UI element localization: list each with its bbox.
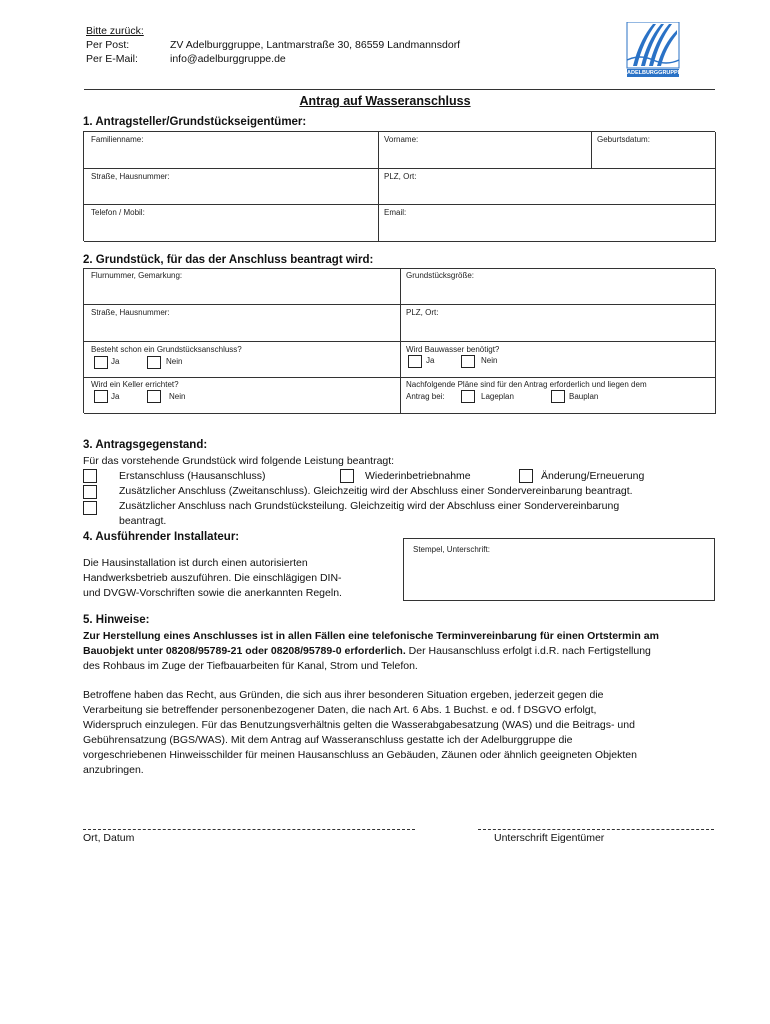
logo-text: ADELBURGGRUPPE <box>627 70 682 76</box>
plz-label: PLZ, Ort: <box>384 172 417 181</box>
section-1-heading: 1. Antragsteller/Grundstückseigentümer: <box>83 116 307 128</box>
hinweis-normal-line-2: Der Hausanschluss erfolgt i.d.R. nach Fertigstellung <box>405 645 651 657</box>
ort-datum-line[interactable] <box>83 829 415 830</box>
applicant-table <box>83 131 715 241</box>
plz-field[interactable] <box>379 169 716 205</box>
datenschutz-line-5: vorgeschriebenen Hinweisschilder für meinen Hausanschluss an Gebäuden, Zäunen oder ähnlich geeigneten Objekten <box>83 749 637 761</box>
unterschrift-line[interactable] <box>478 829 714 830</box>
vorname-label: Vorname: <box>384 135 419 144</box>
aenderung-label: Änderung/Erneuerung <box>541 470 645 482</box>
groesse-field[interactable] <box>401 269 716 305</box>
unterschrift-label: Unterschrift Eigentümer <box>494 832 605 844</box>
datenschutz-line-6: anzubringen. <box>83 764 144 776</box>
email-field-label: Email: <box>384 208 407 217</box>
grundstuecksteilung-checkbox[interactable] <box>83 501 97 515</box>
bauwasser-nein-label: Nein <box>481 356 498 365</box>
anschluss-nein-checkbox[interactable] <box>147 356 161 369</box>
erstanschluss-checkbox[interactable] <box>83 469 97 483</box>
bauplan-label: Bauplan <box>569 392 599 401</box>
installateur-line-2: Handwerksbetrieb auszuführen. Die einschlägigen DIN- <box>83 572 342 584</box>
lageplan-label: Lageplan <box>481 392 514 401</box>
anschluss-ja-checkbox[interactable] <box>94 356 108 369</box>
installateur-line-3: und DVGW-Vorschriften sowie die anerkannten Regeln. <box>83 587 342 599</box>
stempel-field[interactable] <box>403 538 715 601</box>
strasse-2-label: Straße, Hausnummer: <box>91 308 170 317</box>
aenderung-checkbox[interactable] <box>519 469 533 483</box>
keller-ja-checkbox[interactable] <box>94 390 108 403</box>
plaene-question: Nachfolgende Pläne sind für den Antrag erforderlich und liegen dem <box>406 380 647 389</box>
bauwasser-question-cell <box>401 342 716 378</box>
installateur-line-1: Die Hausinstallation ist durch einen autorisierten <box>83 557 308 569</box>
anschluss-question-cell <box>84 342 401 378</box>
page-title: Antrag auf Wasseranschluss <box>299 94 471 108</box>
keller-question: Wird ein Keller errichtet? <box>91 380 179 389</box>
familienname-field[interactable] <box>84 132 379 169</box>
property-table <box>83 268 715 413</box>
section-4-heading: 4. Ausführender Installateur: <box>83 531 240 543</box>
bauwasser-nein-checkbox[interactable] <box>461 355 475 368</box>
bauwasser-ja-checkbox[interactable] <box>408 355 422 368</box>
hinweis-line-3: des Rohbaus im Zuge der Tiefbauarbeiten für Kanal, Strom und Telefon. <box>83 660 418 672</box>
geburtsdatum-field[interactable] <box>592 132 716 169</box>
wiederinbetriebnahme-checkbox[interactable] <box>340 469 354 483</box>
zweitanschluss-checkbox[interactable] <box>83 485 97 499</box>
vorname-field[interactable] <box>379 132 592 169</box>
telefon-field[interactable] <box>84 205 379 242</box>
keller-ja-label: Ja <box>111 392 120 401</box>
strasse-label: Straße, Hausnummer: <box>91 172 170 181</box>
datenschutz-line-2: Verarbeitung sie betreffender personenbezogener Daten, die nach Art. 6 Abs. 1 Buchst. e od. f DSGVO erfolgt, <box>83 704 597 716</box>
lageplan-checkbox[interactable] <box>461 390 475 403</box>
hinweis-line-2 <box>83 645 651 658</box>
geburtsdatum-label: Geburtsdatum: <box>597 135 650 144</box>
ort-datum-label: Ort, Datum <box>83 832 135 844</box>
anschluss-question: Besteht schon ein Grundstücksanschluss? <box>91 345 242 354</box>
grundstuecksteilung-label: Zusätzlicher Anschluss nach Grundstücksteilung. Gleichzeitig wird der Abschluss einer Sondervereinbarung <box>119 500 620 512</box>
familienname-label: Familienname: <box>91 135 144 144</box>
strasse-field[interactable] <box>84 169 379 205</box>
hinweis-bold-line-2: Bauobjekt unter 08208/95789-21 oder 08208/95789-0 erforderlich. <box>83 645 406 657</box>
datenschutz-line-1: Betroffene haben das Recht, aus Gründen, die sich aus ihrer besonderen Situation ergeben, jederzeit gegen die <box>83 689 604 701</box>
section-3-intro: Für das vorstehende Grundstück wird folgende Leistung beantragt: <box>83 455 395 467</box>
post-label: Per Post: <box>86 39 130 51</box>
wiederinbetriebnahme-label: Wiederinbetriebnahme <box>365 470 471 482</box>
datenschutz-line-3: Widerspruch einzulegen. Für das Benutzungsverhältnis gelten die Wasserabgabesatzung (WAS) und die Beitrags- und <box>83 719 635 731</box>
anschluss-nein-label: Nein <box>166 357 183 366</box>
plz-2-field[interactable] <box>401 305 716 342</box>
post-address: ZV Adelburggruppe, Lantmarstraße 30, 86559 Landmannsdorf <box>170 39 461 51</box>
telefon-label: Telefon / Mobil: <box>91 208 145 217</box>
section-5-heading: 5. Hinweise: <box>83 614 150 626</box>
bauwasser-question: Wird Bauwasser benötigt? <box>406 345 500 354</box>
datenschutz-line-4: Gebührensatzung (BGS/WAS). Mit dem Antrag auf Wasseranschluss gestatte ich der Adelburggruppe die <box>83 734 573 746</box>
hinweis-bold-line-1: Zur Herstellung eines Anschlusses ist in allen Fällen eine telefonische Terminvereinbarung für einen Ortstermin am <box>83 630 659 642</box>
zweitanschluss-label: Zusätzlicher Anschluss (Zweitanschluss). Gleichzeitig wird der Abschluss einer Sondervereinbarung beantragt. <box>119 485 633 497</box>
email-address: info@adelburggruppe.de <box>170 53 286 65</box>
email-label: Per E-Mail: <box>86 53 138 65</box>
flurnummer-field[interactable] <box>84 269 401 305</box>
plz-2-label: PLZ, Ort: <box>406 308 439 317</box>
header-divider <box>84 89 715 90</box>
plaene-question-cell <box>401 378 716 414</box>
stempel-label: Stempel, Unterschrift: <box>413 545 490 554</box>
return-label: Bitte zurück: <box>86 25 144 37</box>
keller-nein-label: Nein <box>169 392 186 401</box>
strasse-2-field[interactable] <box>84 305 401 342</box>
keller-question-cell <box>84 378 401 414</box>
grundstuecksteilung-label-cont: beantragt. <box>119 515 167 527</box>
adelburggruppe-logo <box>625 22 681 78</box>
email-field[interactable] <box>379 205 716 242</box>
section-2-heading: 2. Grundstück, für das der Anschluss beantragt wird: <box>83 254 374 266</box>
anschluss-ja-label: Ja <box>111 357 120 366</box>
section-3-heading: 3. Antragsgegenstand: <box>83 439 208 451</box>
erstanschluss-label: Erstanschluss (Hausanschluss) <box>119 470 266 482</box>
groesse-label: Grundstücksgröße: <box>406 271 475 280</box>
bauplan-checkbox[interactable] <box>551 390 565 403</box>
bauwasser-ja-label: Ja <box>426 356 435 365</box>
keller-nein-checkbox[interactable] <box>147 390 161 403</box>
flurnummer-label: Flurnummer, Gemarkung: <box>91 271 183 280</box>
antrag-bei-label: Antrag bei: <box>406 392 445 401</box>
